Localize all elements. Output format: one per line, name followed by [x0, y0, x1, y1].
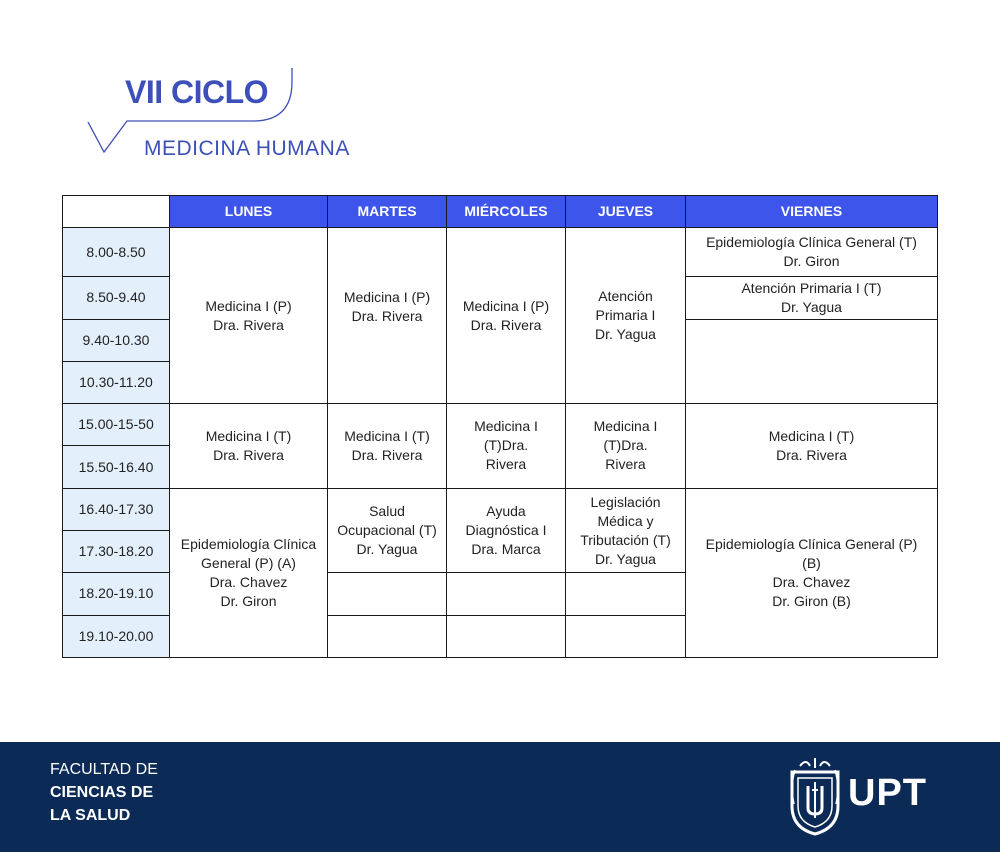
time-slot: 8.00-8.50	[63, 228, 170, 277]
time-slot: 18.20-19.10	[63, 573, 170, 615]
empty-cell	[566, 573, 686, 615]
day-header-lunes: LUNES	[170, 196, 328, 228]
instructor-name: Dra. Chavez	[772, 573, 851, 590]
day-header-viernes: VIERNES	[686, 196, 938, 228]
day-header-jueves: JUEVES	[566, 196, 686, 228]
class-cell-miercoles-evening	[447, 488, 566, 573]
course-name: Medicina I (T)Dra. Rivera	[593, 418, 658, 473]
empty-cell	[447, 615, 566, 657]
empty-cell	[328, 573, 447, 615]
time-slot: 16.40-17.30	[63, 488, 170, 530]
class-cell-lunes-evening	[170, 488, 328, 657]
instructor-name: Dra. Rivera	[776, 446, 847, 463]
empty-cell	[686, 319, 938, 404]
class-cell-jueves-morning	[566, 228, 686, 404]
faculty-name-line3: LA SALUD	[50, 807, 131, 824]
instructor-name: Dra. Rivera	[213, 316, 284, 333]
empty-cell	[328, 615, 447, 657]
course-name: Medicina I (T)	[768, 427, 855, 444]
faculty-name-line2: CIENCIAS DE	[50, 784, 154, 801]
course-name: Medicina I (P)	[462, 297, 550, 314]
table-row	[63, 404, 938, 446]
instructor-name: Dr. Giron (B)	[772, 592, 851, 609]
class-cell-martes-evening	[328, 488, 447, 573]
upt-logo-text: UPT	[848, 772, 927, 814]
instructor-name: Dra. Rivera	[351, 446, 423, 463]
table-corner-cell	[63, 196, 170, 228]
program-name: MEDICINA HUMANA	[144, 137, 350, 160]
course-name: Medicina I (T)Dra. Rivera	[474, 418, 538, 473]
class-cell-martes-morning	[328, 228, 447, 404]
instructor-name: Dr. Yagua	[356, 541, 418, 558]
course-name: Medicina I (T)	[205, 427, 292, 444]
course-name: Legislación Médica y Tributación (T)	[580, 493, 671, 548]
schedule-table	[62, 195, 938, 658]
course-name: Medicina I (P)	[343, 288, 431, 305]
course-name: Epidemiología Clínica General (P) (A)	[180, 535, 317, 571]
time-slot: 10.30-11.20	[63, 361, 170, 403]
instructor-name: Dra. Rivera	[470, 316, 542, 333]
course-name: Atención Primaria I	[595, 288, 656, 324]
class-cell-jueves-evening	[566, 488, 686, 573]
instructor-name: Dr. Yagua	[595, 326, 656, 343]
cycle-title: VII CICLO	[125, 74, 269, 110]
course-name: Salud Ocupacional (T)	[337, 503, 437, 539]
time-slot: 15.00-15-50	[63, 404, 170, 446]
day-header-miercoles: MIÉRCOLES	[447, 196, 566, 228]
table-row	[63, 488, 938, 530]
instructor-name: Dra. Rivera	[351, 307, 423, 324]
class-cell-jueves-afternoon	[566, 404, 686, 489]
instructor-name: Dr. Giron	[220, 592, 277, 609]
class-cell-martes-afternoon	[328, 404, 447, 489]
time-slot: 17.30-18.20	[63, 531, 170, 573]
time-slot: 19.10-20.00	[63, 615, 170, 657]
university-seal-icon	[786, 756, 844, 836]
instructor-name: Dr. Giron	[783, 253, 840, 270]
class-cell-viernes-slot1	[686, 228, 938, 277]
course-name: Medicina I (P)	[205, 297, 292, 314]
time-slot: 15.50-16.40	[63, 446, 170, 488]
instructor-name: Dr. Yagua	[781, 298, 842, 315]
class-cell-viernes-afternoon	[686, 404, 938, 489]
instructor-name: Dra. Rivera	[213, 446, 284, 463]
course-name: Ayuda Diagnóstica I	[465, 503, 547, 539]
class-cell-miercoles-morning	[447, 228, 566, 404]
faculty-name-line1: FACULTAD DE	[50, 761, 158, 778]
time-slot: 9.40-10.30	[63, 319, 170, 361]
day-header-martes: MARTES	[328, 196, 447, 228]
time-slot: 8.50-9.40	[63, 277, 170, 319]
class-cell-lunes-afternoon	[170, 404, 328, 489]
class-cell-viernes-slot2	[686, 277, 938, 319]
instructor-name: Dra. Marca	[471, 541, 541, 558]
class-cell-viernes-evening	[686, 488, 938, 657]
footer-bar	[0, 742, 1000, 852]
class-cell-lunes-morning	[170, 228, 328, 404]
empty-cell	[566, 615, 686, 657]
course-name: Epidemiología Clínica General (P) (B)	[705, 535, 918, 571]
class-cell-miercoles-afternoon	[447, 404, 566, 489]
course-name: Epidemiología Clínica General (T)	[706, 234, 917, 251]
empty-cell	[447, 573, 566, 615]
instructor-name: Dra. Chavez	[209, 573, 288, 590]
course-name: Atención Primaria I (T)	[741, 279, 882, 296]
instructor-name: Dr. Yagua	[595, 550, 656, 567]
course-name: Medicina I (T)	[344, 427, 430, 444]
table-row	[63, 228, 938, 277]
